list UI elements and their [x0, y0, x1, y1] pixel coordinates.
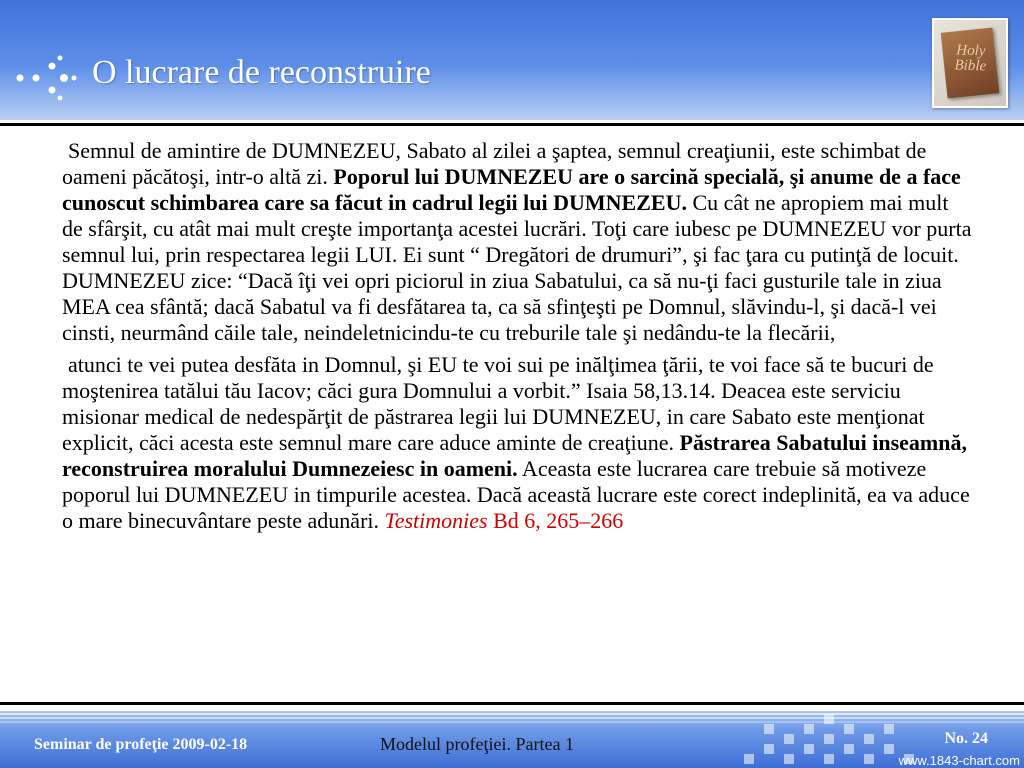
paragraph-2 — [62, 352, 974, 534]
holy-bible-image — [932, 18, 1008, 108]
slide-number: No. 24 — [944, 730, 988, 747]
paragraph-2-text-b: Aceasta este lucrarea care trebuie să motiveze poporul lui DUMNEZEU in timpurile acestea. Dacă această lucrare este corect indeplinită, ea va aduce o mare binecuvântare peste adunări. — [62, 456, 970, 533]
citation-reference: Bd 6, 265–266 — [487, 508, 624, 533]
title-dots-icon — [16, 50, 78, 102]
slide-footer — [0, 708, 1024, 768]
top-divider — [0, 123, 1024, 126]
footer-seminar-label: Seminar de profeţie 2009-02-18 — [34, 736, 248, 753]
slide-body — [62, 138, 974, 540]
paragraph-2-bold: Păstrarea Sabatului inseamnă, reconstruirea moralului Dumnezeiesc in oameni. — [62, 430, 967, 481]
paragraph-1 — [62, 138, 974, 346]
paragraph-1-text-b: Cu cât ne apropiem mai mult de sfârşit, cu atât mai mult creşte importanţa acestei lucrări. Toţi care iubesc pe DUMNEZEU vor purta semnul lui, prin respectarea legii LUI. Ei sunt “ Dregători de drumuri”, şi fac ţara cu putinţă de locuit. DUMNEZEU zice: “Dacă îţi vei opri piciorul in ziua Sabatului, ca să nu-ţi faci gusturile tale in ziua MEA cea sfântă; dacă Sabatul va fi desfătarea ta, ca să sfinţeşti pe Domnul, slăvindu-l, şi dacă-l vei cinsti, neurmând căile tale, neindeletnicindu-te cu treburile tale şi nedându-te la flecării, — [62, 190, 972, 345]
paragraph-2-text-a: atunci te vei putea desfăta in Domnul, şi EU te voi sui pe inălţimea ţării, te voi face să te bucuri de moştenirea tatălui tău Iacov; căci gura Domnului a vorbit.” Isaia 58,13.14. Deacea este serviciu misionar medical de nedespărţit de păstrarea legii lui DUMNEZEU, in care Sabato este menţionat explicit, căci acesta este semnul mare care aduce aminte de creaţiune. — [62, 352, 934, 455]
book-cover — [941, 27, 1000, 98]
paragraph-1-bold: Poporul lui DUMNEZEU are o sarcină specială, şi anume de a face cunoscut schimbarea care sa făcut in cadrul legii lui DUMNEZEU. — [62, 164, 961, 215]
book-cover-text: Holy Bible — [954, 42, 987, 75]
bottom-divider — [0, 702, 1024, 705]
paragraph-1-text-a: Semnul de amintire de DUMNEZEU, Sabato al zilei a şaptea, semnul creaţiunii, este schimbat de oameni păcătoşi, intr-o altă zi. — [62, 138, 927, 189]
footer-presentation-title: Modelul profeţiei. Partea 1 — [380, 734, 574, 754]
citation-title: Testimonies — [384, 508, 488, 533]
slide-title: O lucrare de reconstruire — [92, 54, 431, 91]
slide-header — [0, 0, 1024, 120]
citation — [385, 508, 624, 533]
footer-website: www.1843-chart.com — [898, 753, 1020, 768]
